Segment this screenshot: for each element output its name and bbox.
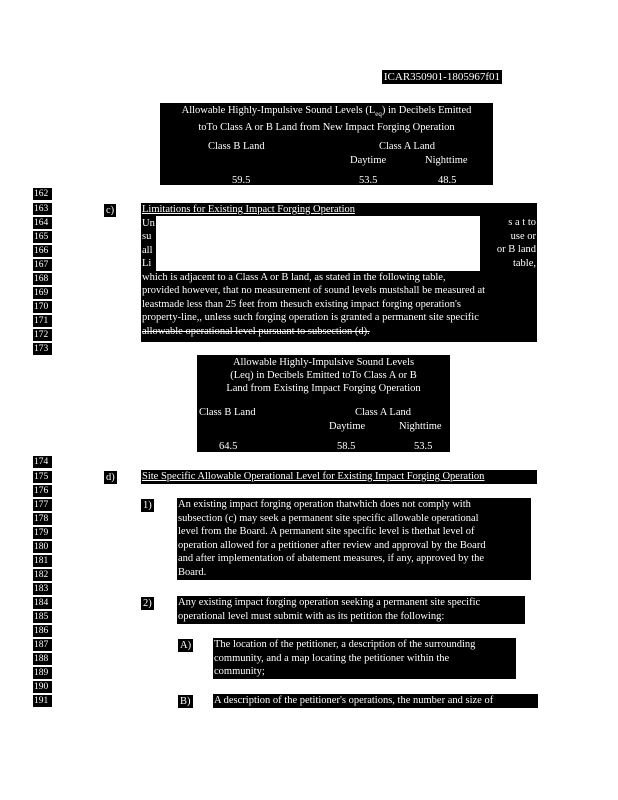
line-number: 175 [33, 471, 52, 483]
section-c-line: allowable operational level pursuant to subsection (d). [142, 325, 370, 337]
section-c-line: su [142, 231, 152, 242]
item-2-body: Any existing impact forging operation seeking a permanent site specific operational level must submit with as its petition the following: [177, 596, 525, 624]
line-number: 166 [33, 245, 52, 257]
table1-value-nighttime: 48.5 [438, 175, 457, 186]
line-number: 168 [33, 273, 52, 285]
line-number: 169 [33, 287, 52, 299]
table1-daytime-header: Daytime [350, 155, 387, 166]
table2-value-class-b: 64.5 [219, 441, 238, 452]
table2-class-b-header: Class B Land [199, 407, 256, 418]
item-1-body: An existing impact forging operation thatwhich does not comply with subsection (c) may seek a permanent site specific allowable operational level from the Board. A permanent site specific level is thethat level of operation allowed for a petitioner after review and approval by the Board and after implementation of abatement measures, if any, approved by the Board. [177, 498, 531, 580]
table2-title-line1: Allowable Highly-Impulsive Sound Levels [232, 357, 415, 368]
table-existing-impact-forging [197, 355, 450, 452]
item-1-label: 1) [143, 500, 152, 511]
section-c-line: Li [142, 258, 152, 269]
table2-class-a-header: Class A Land [355, 407, 412, 418]
item-b-label: B) [180, 696, 191, 707]
table1-class-a-header: Class A Land [379, 141, 436, 152]
section-c-line: all [142, 244, 153, 256]
table2-daytime-header: Daytime [329, 421, 366, 432]
line-number: 162 [33, 188, 52, 200]
item-a-label: A) [180, 640, 192, 651]
line-number: 167 [33, 259, 52, 271]
section-c-line: leastmade less than 25 feet from thesuch existing impact forging operation's [142, 298, 461, 310]
table2-value-nighttime: 53.5 [414, 441, 433, 452]
line-number: 183 [33, 583, 52, 595]
table1-value-daytime: 53.5 [359, 175, 378, 186]
section-c-label: c) [106, 205, 115, 216]
line-number: 190 [33, 681, 52, 693]
line-number: 188 [33, 653, 52, 665]
table2-nighttime-header: Nighttime [399, 421, 442, 432]
section-d-heading: Site Specific Allowable Operational Level for Existing Impact Forging Operation [141, 470, 537, 484]
line-number: 173 [33, 343, 52, 355]
section-c-right-fragment: s a t to use or or B land table, [496, 217, 536, 269]
section-c-heading: Limitations for Existing Impact Forging Operation [142, 204, 355, 215]
line-number: 181 [33, 555, 52, 567]
line-number: 177 [33, 499, 52, 511]
section-c-line: Un [142, 217, 155, 229]
line-number: 170 [33, 301, 52, 313]
section-c-line: provided however, that no measurement of sound levels mustshall be measured at [142, 285, 486, 296]
table2-title-line2: (Leq) in Decibels Emitted toTo Class A or B [230, 370, 417, 381]
line-number: 187 [33, 639, 52, 651]
line-number: 171 [33, 315, 52, 327]
table1-title-line2: toTo Class A or B Land from New Impact Forging Operation [198, 122, 455, 134]
document-id: ICAR350901-1805967f01 [383, 71, 500, 83]
table1-value-class-b: 59.5 [232, 175, 251, 186]
line-number: 184 [33, 597, 52, 609]
item-2-label: 2) [143, 598, 152, 609]
table1-class-b-header: Class B Land [208, 141, 265, 152]
line-number: 185 [33, 611, 52, 623]
table1-nighttime-header: Nighttime [425, 155, 468, 166]
line-number: 176 [33, 485, 52, 497]
line-number: 174 [33, 456, 52, 468]
table-new-impact-forging [160, 103, 493, 185]
line-number: 164 [33, 217, 52, 229]
redacted-region [156, 216, 480, 271]
table1-title-line1: Allowable Highly-Impulsive Sound Levels $(L_{eq})$ in Decibels Emitted [181, 105, 472, 119]
line-number: 179 [33, 527, 52, 539]
line-number: 191 [33, 695, 52, 707]
table2-value-daytime: 58.5 [337, 441, 356, 452]
line-number: 178 [33, 513, 52, 525]
line-number: 172 [33, 329, 52, 341]
section-d-label: d) [106, 472, 115, 483]
line-number: 165 [33, 231, 52, 243]
section-c-line: which is adjacent to a Class A or B land, as stated in the following table, [142, 271, 446, 283]
item-b-body: A description of the petitioner's operations, the number and size of [213, 694, 538, 708]
section-c-line: property-line,, unless such forging operation is granted a permanent site specific [142, 312, 479, 323]
line-number: 186 [33, 625, 52, 637]
table2-title-line3: Land from Existing Impact Forging Operation [226, 383, 421, 394]
line-number: 163 [33, 203, 52, 215]
line-number: 180 [33, 541, 52, 553]
line-number: 182 [33, 569, 52, 581]
item-a-body: The location of the petitioner, a description of the surrounding community, and a map locating the petitioner within the community; [213, 638, 516, 679]
line-number: 189 [33, 667, 52, 679]
